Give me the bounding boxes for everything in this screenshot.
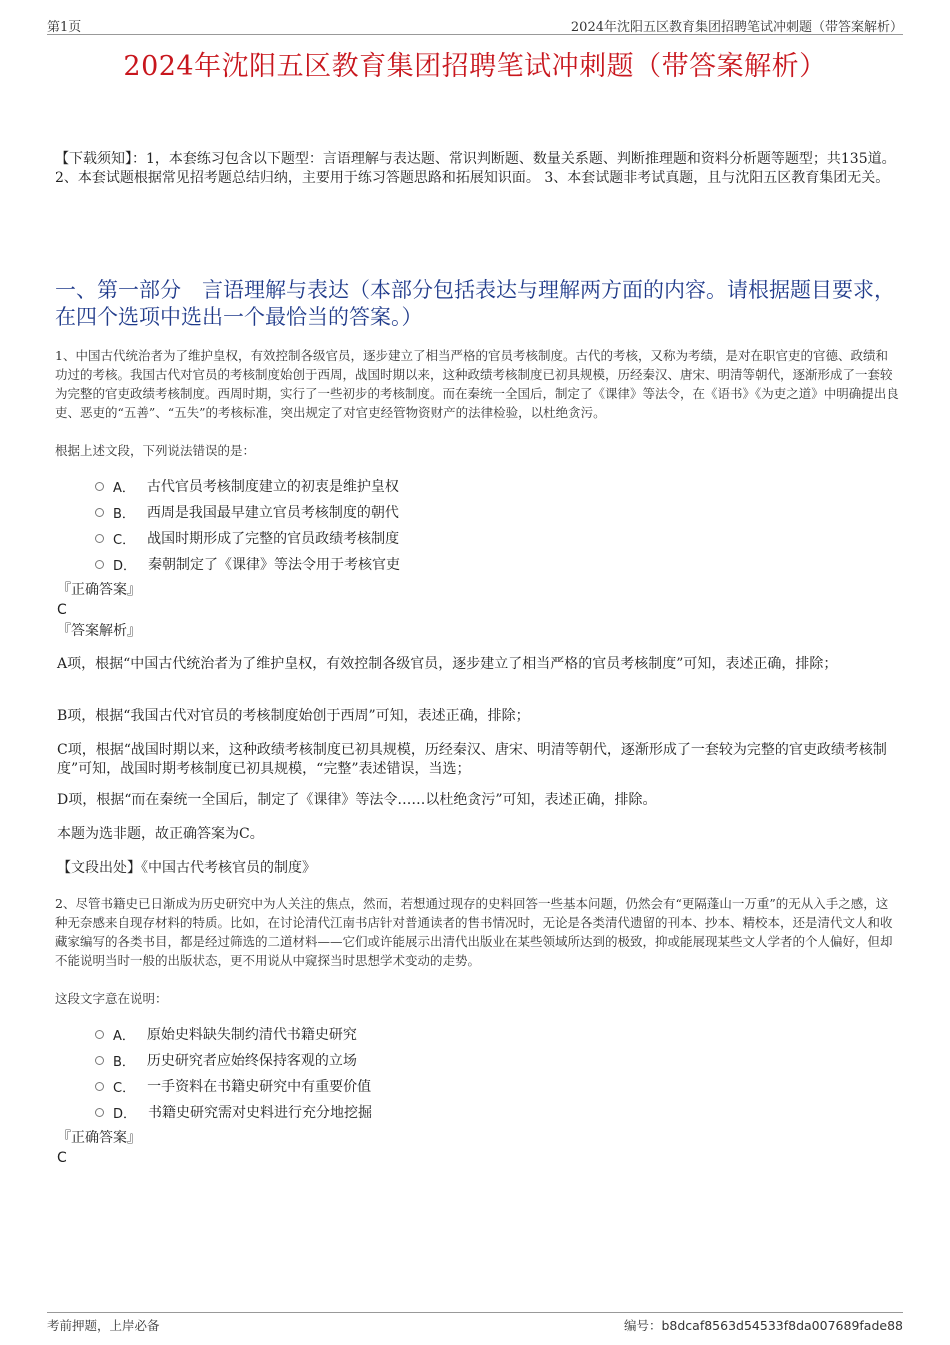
q1-option-a[interactable]: A． 古代官员考核制度建立的初衷是维护皇权 bbox=[95, 473, 815, 499]
q1-prompt: 根据上述文段，下列说法错误的是： bbox=[55, 443, 256, 458]
radio-icon[interactable] bbox=[95, 482, 104, 491]
q1-analysis-c: C项，根据“战国时期以来，这种政绩考核制度已初具规模，历经秦汉、唐宋、明清等朝代，逐渐形成了一套较为完整的官吏政绩考核制度”可知，战国时期考核制度已初具规模，“完整”表述错误，当选； bbox=[57, 742, 887, 777]
q2-answer: C bbox=[57, 1150, 67, 1166]
radio-icon[interactable] bbox=[95, 1030, 104, 1039]
q1-option-b[interactable]: B． 西周是我国最早建立官员考核制度的朝代 bbox=[95, 499, 815, 525]
q1-analysis-a: A项，根据“中国古代统治者为了维护皇权，有效控制各级官员，逐步建立了相当严格的官员考核制度”可知，表述正确，排除； bbox=[57, 656, 838, 672]
radio-icon[interactable] bbox=[95, 1082, 104, 1091]
radio-icon[interactable] bbox=[95, 534, 104, 543]
q1-analysis-d: D项，根据“而在秦统一全国后，制定了《课律》等法令……以杜绝贪污”可知，表述正确，排除。 bbox=[57, 792, 657, 808]
q2-prompt: 这段文字意在说明： bbox=[55, 991, 168, 1006]
q1-answer: C bbox=[57, 602, 67, 618]
radio-icon[interactable] bbox=[95, 1056, 104, 1065]
radio-icon[interactable] bbox=[95, 1108, 104, 1117]
q2-option-c[interactable]: C． 一手资料在书籍史研究中有重要价值 bbox=[95, 1073, 815, 1099]
download-notice: 【下载须知】：1，本套练习包含以下题型：言语理解与表达题、常识判断题、数量关系题、判断推理题和资料分析题等题型；共135道。 2、本套试题根据常见招考题总结归纳，主要用于练习答题思路和拓展知识面。 3、本套试题非考试真题，且与沈阳五区教育集团无关。 bbox=[55, 151, 896, 186]
footer-slogan: 考前押题，上岸必备 bbox=[47, 1318, 160, 1333]
q1-analysis-b: B项，根据“我国古代对官员的考核制度始创于西周”可知，表述正确，排除； bbox=[57, 708, 530, 724]
q2-option-a[interactable]: A． 原始史料缺失制约清代书籍史研究 bbox=[95, 1021, 815, 1047]
q1-option-c[interactable]: C． 战国时期形成了完整的官员政绩考核制度 bbox=[95, 525, 815, 551]
q1-conclusion: 本题为选非题，故正确答案为C。 bbox=[57, 826, 264, 842]
q1-options bbox=[95, 473, 815, 577]
q1-answer-label: 『正确答案』 bbox=[57, 582, 141, 598]
q1-source: 【文段出处】《中国古代考核官员的制度》 bbox=[57, 860, 316, 876]
section-heading: 一、第一部分 言语理解与表达（本部分包括表达与理解两方面的内容。请根据题目要求，在四个选项中选出一个最恰当的答案。） bbox=[55, 278, 895, 329]
page-header bbox=[47, 14, 903, 35]
q1-passage: 1、中国古代统治者为了维护皇权，有效控制各级官员，逐步建立了相当严格的官员考核制度。古代的考核，又称为考绩，是对在职官吏的官德、政绩和功过的考核。我国古代对官员的考核制度始创于西周，战国时期以来，这种政绩考核制度已初具规模，历经秦汉、唐宋、明清等朝代，逐渐形成了一套较为完整的官吏政绩考核制度。西周时期，实行了一些初步的考核制度。而在秦统一全国后，制定了《课律》等法令，在《语书》《为吏之道》中明确提出良吏、恶吏的“五善”、“五失”的考核标准，突出规定了对官吏经管物资财产的法律检验，以杜绝贪污。 bbox=[55, 348, 899, 420]
q2-answer-label: 『正确答案』 bbox=[57, 1130, 141, 1146]
document-title: 2024年沈阳五区教育集团招聘笔试冲刺题（带答案解析） bbox=[123, 51, 827, 82]
q2-option-d[interactable]: D． 书籍史研究需对史料进行充分地挖掘 bbox=[95, 1099, 815, 1125]
q2-passage: 2、尽管书籍史已日渐成为历史研究中为人关注的焦点，然而，若想通过现存的史料回答一些基本问题，仍然会有“更隔蓬山一万重”的无从入手之感，这种无奈感来自现存材料的特质。比如，在讨论清代江南书店针对普通读者的售书情况时，无论是各类清代遗留的刊本、抄本、精校本，还是清代文人和收藏家编写的各类书目，都是经过筛选的二道材料——它们或许能展示出清代出版业在某些领域所达到的极致，抑或能展现某些文人学者的个人偏好，但却不能说明当时一般的出版状态，更不用说从中窥探当时思想学术变动的走势。 bbox=[55, 896, 893, 968]
page-footer bbox=[47, 1312, 903, 1333]
q1-option-d[interactable]: D． 秦朝制定了《课律》等法令用于考核官吏 bbox=[95, 551, 815, 577]
q1-analysis-label: 『答案解析』 bbox=[57, 623, 141, 639]
q2-option-b[interactable]: B． 历史研究者应始终保持客观的立场 bbox=[95, 1047, 815, 1073]
radio-icon[interactable] bbox=[95, 508, 104, 517]
footer-code: 编号：b8dcaf8563d54533f8da007689fade88 bbox=[623, 1318, 903, 1333]
page-number: 第1页 bbox=[47, 20, 82, 35]
radio-icon[interactable] bbox=[95, 560, 104, 569]
header-doc-title: 2024年沈阳五区教育集团招聘笔试冲刺题（带答案解析） bbox=[570, 20, 903, 35]
q2-options bbox=[95, 1021, 815, 1125]
